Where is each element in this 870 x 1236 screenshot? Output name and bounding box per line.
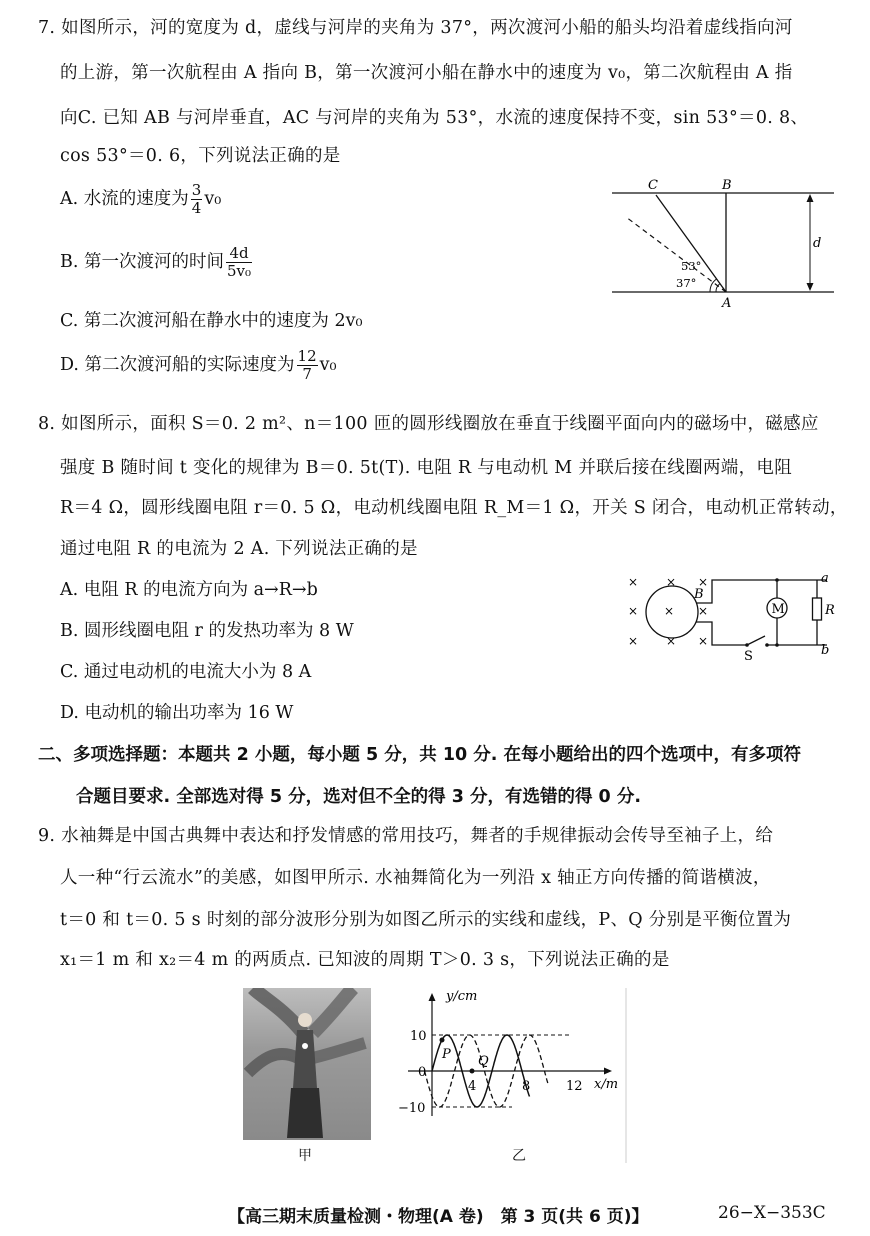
y-axis-label: y/cm [446,989,478,1004]
q8-option-b: B. 圆形线圈电阻 r 的发热功率为 8 W [60,621,354,641]
q8-line-2: 强度 B 随时间 t 变化的规律为 B＝0. 5t(T). 电阻 R 与电动机 M 并联后接在线圈两端，电阻 [60,458,792,478]
caption-yi: 乙 [512,1148,526,1164]
fraction: $\frac{12}{7}$ [297,347,317,383]
label-q: Q [478,1054,489,1069]
q7-line-1: 7. 如图所示，河的宽度为 d，虚线与河岸的夹角为 37°，两次渡河小船的船头均沿着虚线指向河 [38,18,793,38]
resistor-icon [813,598,822,620]
dancer-photo [243,988,371,1140]
q8-line-4: 通过电阻 R 的电流为 2 A. 下列说法正确的是 [60,539,418,559]
section-2-heading-line-1: 二、多项选择题：本题共 2 小题，每小题 5 分，共 10 分. 在每小题给出的四个选项中，有多项符 [38,745,801,765]
label-b-field: B [694,587,704,602]
q9-line-4: x₁＝1 m 和 x₂＝4 m 的两质点. 已知波的周期 T＞0. 3 s，下列说法正确的是 [60,950,670,970]
fraction: $\frac{3}{4}$ [191,181,202,217]
label-c: C [648,178,658,193]
q7-line-2: 的上游，第一次航程由 A 指向 B，第一次渡河小船在静水中的速度为 v₀，第二次航程由 A 指 [60,63,793,83]
q7-option-c: C. 第二次渡河船在静水中的速度为 2v₀ [60,311,363,331]
dancer-sleeves-picture [243,988,371,1140]
tick-x8: 8 [522,1079,531,1094]
label-b: B [722,178,732,193]
wire-top [696,580,827,603]
label-b-terminal: b [821,643,830,658]
label-s: S [744,649,753,662]
label-m: M [771,602,785,617]
footer-code: 26−X−353C [718,1203,826,1223]
cross-icon: × [628,575,639,589]
cross-icon: × [628,604,639,618]
q9-line-2: 人一种“行云流水”的美感，如图甲所示. 水袖舞简化为一列沿 x 轴正方向传播的简谐横波， [60,868,771,888]
label-a: a [821,571,829,586]
switch-pivot [745,643,749,647]
arrow-down-icon [807,283,814,291]
q7-line-3: 向C. 已知 AB 与河岸垂直，AC 与河岸的夹角为 53°，水流的速度保持不变，sin 53°＝0. 8、 [60,108,809,128]
tick-x4: 4 [468,1079,477,1094]
q8-option-a: A. 电阻 R 的电流方向为 a→R→b [60,580,318,600]
fraction: $\frac{4d}{\text{5v₀}}$ [227,244,252,280]
q7-option-b-text: B. 第一次渡河的时间 [60,252,224,272]
section-2-heading-line-2: 合题目要求. 全部选对得 5 分，选对但不全的得 3 分，有选错的得 0 分. [76,787,641,807]
q7-option-b [60,245,254,280]
junction-dot [775,578,779,582]
y-axis-arrow-icon [429,993,436,1001]
q8-circuit-figure [622,570,837,662]
caption-jia: 甲 [298,1148,312,1164]
q7-option-a-text: A. 水流的速度为 [60,189,189,209]
point-q [470,1069,475,1074]
cross-icon: × [698,575,709,589]
cross-icon: × [698,634,709,648]
label-p: P [442,1047,451,1062]
tick-yneg10: −10 [398,1101,426,1116]
x-axis-arrow-icon [604,1068,612,1075]
cross-icon: × [664,604,675,618]
q8-line-1: 8. 如图所示，面积 S＝0. 2 m²、n＝100 匝的圆形线圈放在垂直于线圈平面向内的磁场中，磁感应 [38,414,819,434]
q7-option-a: A. 水流的速度为 $\frac{3}{4}$ v₀ [60,181,222,217]
angle-label-37: 37° [676,276,697,290]
tick-x12: 12 [566,1079,583,1094]
cross-icon: × [666,575,677,589]
q8-line-3: R＝4 Ω，圆形线圈电阻 r＝0. 5 Ω，电动机线圈电阻 R_M＝1 Ω，开关 S 闭合，电动机正常转动， [60,498,848,518]
q7-river-figure [606,175,842,310]
tick-y10: 10 [410,1029,427,1044]
wave-graph [380,988,630,1163]
angle-label-53: 53° [681,259,702,273]
q7-line-4: cos 53°＝0. 6，下列说法正确的是 [60,146,341,166]
q9-line-3: t＝0 和 t＝0. 5 s 时刻的部分波形分别为如图乙所示的实线和虚线，P、Q 分别是平衡位置为 [60,910,792,930]
q7-option-d: D. 第二次渡河船的实际速度为 $\frac{12}{7}$ v₀ [60,347,337,383]
q9-line-1: 9. 水袖舞是中国古典舞中表达和抒发情感的常用技巧，舞者的手规律振动会传导至袖子上，给 [38,826,774,846]
cross-icon: × [698,604,709,618]
point-p [440,1038,445,1043]
cross-icon: × [666,634,677,648]
label-d: d [813,236,822,251]
cross-icon: × [628,634,639,648]
label-r: R [825,603,835,618]
footer-title: 【高三期末质量检测・物理(A 卷) 第 3 页(共 6 页)】 [228,1207,649,1227]
x-axis-label: x/m [594,1077,619,1092]
junction-dot [775,643,779,647]
switch-s [747,636,765,645]
arrow-up-icon [807,194,814,202]
q8-option-d: D. 电动机的输出功率为 16 W [60,703,294,723]
q7-option-d-text: D. 第二次渡河船的实际速度为 [60,355,295,375]
label-a: A [722,296,732,310]
tick-y0: 0 [418,1065,427,1080]
q8-option-c: C. 通过电动机的电流大小为 8 A [60,662,312,682]
